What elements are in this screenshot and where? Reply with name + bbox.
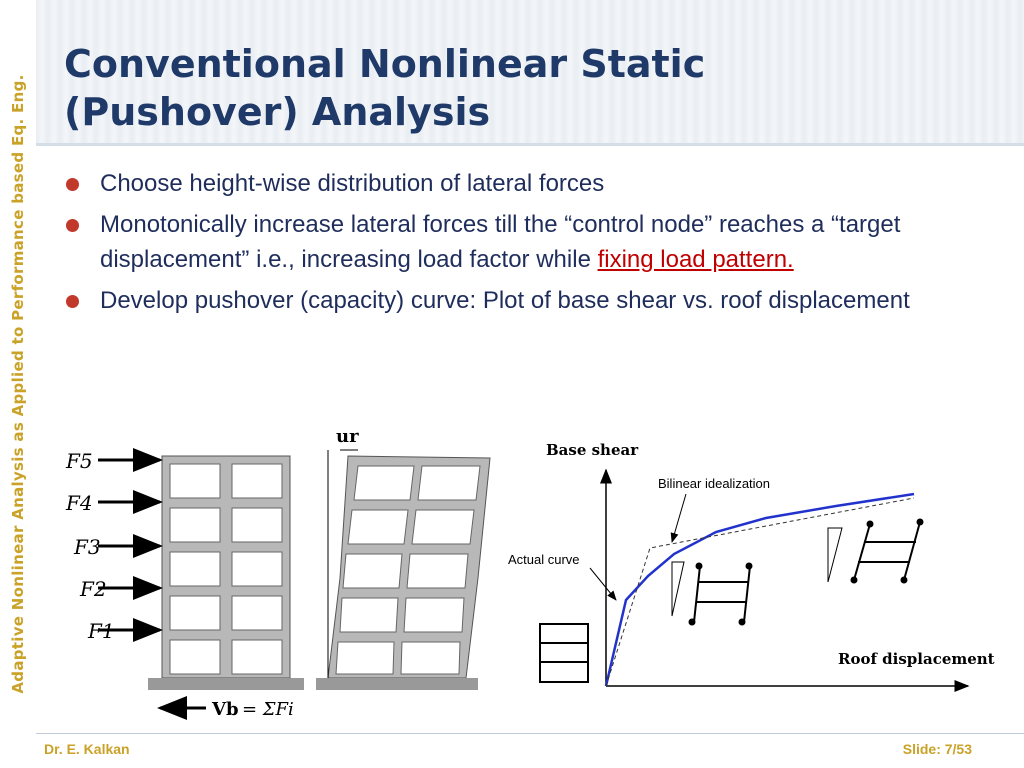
title-line-2: (Pushover) Analysis [64,90,491,134]
base-shear-arrow [160,699,294,720]
base-shear-symbol: Vb [212,699,239,720]
fixing-load-pattern-link[interactable]: fixing load pattern. [597,246,794,273]
force-label-f2: F2 [80,577,107,601]
frame-icon-plastic [828,520,923,583]
bullet-list [62,166,962,324]
lateral-forces [65,449,160,643]
pushover-plot [508,441,995,686]
sidebar [0,0,36,768]
actual-curve-label: Actual curve [508,552,580,567]
deformed-frame [316,426,490,690]
slide-header [36,0,1024,146]
bullet-text: Develop pushover (capacity) curve: Plot of base shear vs. roof displacement [100,287,910,314]
force-label-f4: F4 [66,491,93,515]
bullet-text: Choose height-wise distribution of lateral forces [100,170,605,197]
roof-displacement-symbol: ur [336,426,359,447]
bullet-item [62,166,962,201]
sidebar-title: Adaptive Nonlinear Analysis as Applied to Performance based Eq. Eng. [9,74,27,694]
ground-base-deformed [316,678,478,690]
force-label-f5: F5 [66,449,93,473]
footer-slide-number: Slide: 7/53 [902,741,972,757]
bullet-item [62,283,962,318]
pushover-diagram [36,410,1024,730]
bullet-text: Monotonically increase lateral forces till the “control node” reaches a “target displacement” i.e., increasing load factor while [100,211,901,273]
force-label-f3: F3 [74,535,101,559]
title-line-1: Conventional Nonlinear Static [64,42,706,86]
y-axis-label: Base shear [546,441,639,459]
footer-author: Dr. E. Kalkan [44,741,130,757]
force-label-f1: F1 [88,619,115,643]
ground-base [148,678,304,690]
footer-divider [36,733,1024,734]
base-shear-sum: = ΣFi [242,699,294,720]
bullet-item [62,207,962,277]
undeformed-frame [148,456,304,690]
bilinear-label: Bilinear idealization [658,476,771,491]
frame-icon-undeformed [540,624,588,682]
frame-icon-yield [672,562,752,625]
x-axis-label: Roof displacement [838,650,995,668]
slide-title [64,40,705,136]
